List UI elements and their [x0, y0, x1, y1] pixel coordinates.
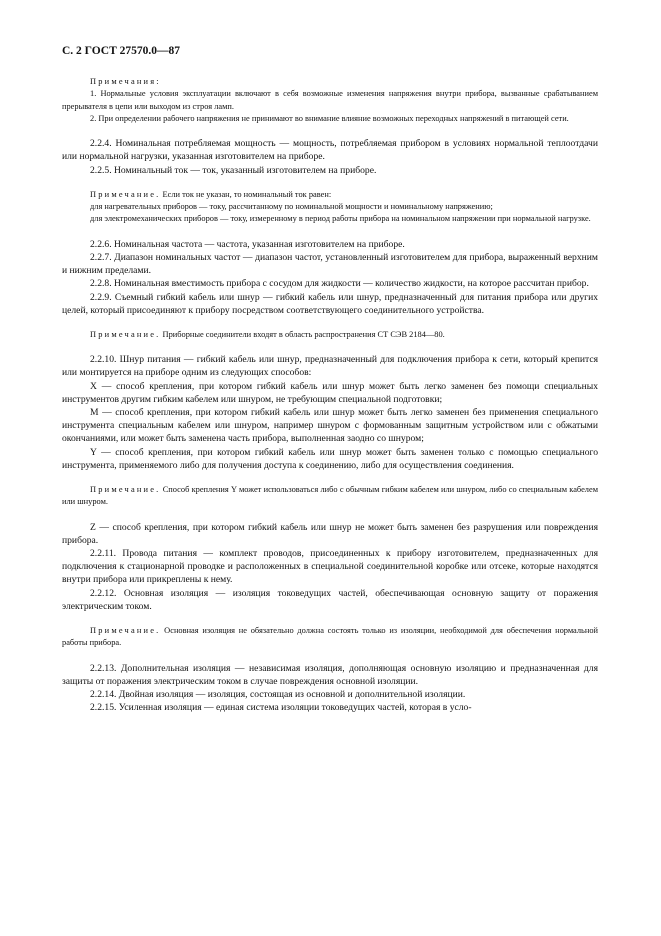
clause-2-2-10: 2.2.10. Шнур питания — гибкий кабель или шнур, предназначенный для подключения прибора к сети, который крепится или монтируется на приборе одним из следующих способов:	[62, 354, 598, 379]
method-x: X — способ крепления, при котором гибкий кабель или шнур может быть легко заменен без помощи специальных инструментов другим гибким кабелем или шнуром, не требующим специальной подготовки;	[62, 380, 598, 405]
clause-2-2-11: 2.2.11. Провода питания — комплект проводов, присоединенных к прибору изготовителем, предназначенных для подключения к стационарной проводке и расположенных в специальной соединительной коробке или отсеке, которые находятся внутри прибора или прикреплены к нему.	[62, 548, 598, 586]
note-1-heading: Примечания:	[90, 77, 161, 86]
clause-2-2-9: 2.2.9. Съемный гибкий кабель или шнур — гибкий кабель или шнур, предназначенный для питания прибора или других целей, который присоединяют к прибору посредством соответствующего соединительного устройства.	[62, 291, 598, 316]
note-1-item-2: 2. При определении рабочего напряжения не принимают во внимание влияние возможных переходных напряжений в питающей сети.	[90, 113, 569, 123]
method-m: M — способ крепления, при котором гибкий кабель или шнур может быть легко заменен без применения специального инструмента специальным кабелем или шнуром, например шнуром с формованным защитным устройством или с обжатыми окончаниями, или может быть заменена часть прибора, выполненная заодно со шнуром;	[62, 407, 598, 445]
clause-2-2-5: 2.2.5. Номинальный ток — ток, указанный изготовителем на приборе.	[90, 164, 377, 176]
note-2	[62, 189, 598, 201]
clause-2-2-8: 2.2.8. Номинальная вместимость прибора с сосудом для жидкости — количество жидкости, на которое рассчитан прибор.	[90, 278, 589, 290]
note-4-text: Способ крепления Y может использоваться либо с обычным гибким кабелем или шнуром, либо со специальным кабелем или шнуром.	[62, 485, 598, 507]
clause-2-2-15: 2.2.15. Усиленная изоляция — единая система изоляции токоведущих частей, которая в усло-	[90, 702, 472, 714]
method-z: Z — способ крепления, при котором гибкий кабель или шнур не может быть заменен без разрушения или повреждения прибора.	[62, 521, 598, 546]
note-5	[62, 625, 598, 650]
note-2-item-b: для электромеханических приборов — току, измеренному в период работы прибора на номинальном напряжении при нормальной нагрузке.	[90, 214, 591, 224]
clause-2-2-13: 2.2.13. Дополнительная изоляция — независимая изоляция, дополняющая основную изоляцию и предназначенная для защиты от поражения электрическим током в случае повреждения основной изоляции.	[62, 662, 598, 687]
clause-2-2-14: 2.2.14. Двойная изоляция — изоляция, состоящая из основной и дополнительной изоляции.	[90, 689, 466, 701]
note-5-text: Основная изоляция не обязательно должна состоять только из изоляции, необходимой для обеспечения нормальной работы прибора.	[62, 626, 598, 648]
clause-2-2-7: 2.2.7. Диапазон номинальных частот — диапазон частот, установленный изготовителем для прибора, выраженный верхним и нижним пределами.	[62, 251, 598, 277]
note-4-lead: Примечание.	[90, 485, 161, 495]
clause-2-2-4: 2.2.4. Номинальная потребляемая мощность — мощность, потребляемая прибором в условиях нормальной теплоотдачи или нормальной нагрузки, указанная изготовителем на приборе.	[62, 138, 598, 163]
page-header: С. 2 ГОСТ 27570.0—87	[62, 45, 181, 57]
note-1-item-1: 1. Нормальные условия эксплуатации включают в себя возможные изменения напряжения внутри прибора, вызванные срабатыванием прерывателя в цепи или выходом из строя ламп.	[62, 89, 598, 111]
note-3-lead: Примечание.	[90, 329, 161, 339]
clause-2-2-12: 2.2.12. Основная изоляция — изоляция токоведущих частей, обеспечивающая основную защиту от поражения электрическим током.	[62, 587, 598, 612]
note-2-lead: Примечание.	[90, 189, 161, 199]
note-2-text: Если ток не указан, то номинальный ток равен:	[160, 189, 332, 199]
document-page	[62, 45, 598, 714]
method-y: Y — способ крепления, при котором гибкий кабель или шнур может быть заменен только с помощью специального инструмента, применяемого либо для получения доступа к соединению, либо для осуществления соединения.	[62, 446, 598, 471]
note-2-item-a: для нагревательных приборов — току, рассчитанному по номинальной мощности и номинальному напряжению;	[90, 202, 493, 212]
note-4	[62, 484, 598, 509]
clause-2-2-6: 2.2.6. Номинальная частота — частота, указанная изготовителем на приборе.	[90, 238, 405, 250]
note-5-lead: Примечание.	[90, 626, 161, 636]
note-3-text: Приборные соединители входят в область распространения СТ СЭВ 2184—80.	[160, 329, 445, 339]
note-3	[62, 329, 598, 341]
